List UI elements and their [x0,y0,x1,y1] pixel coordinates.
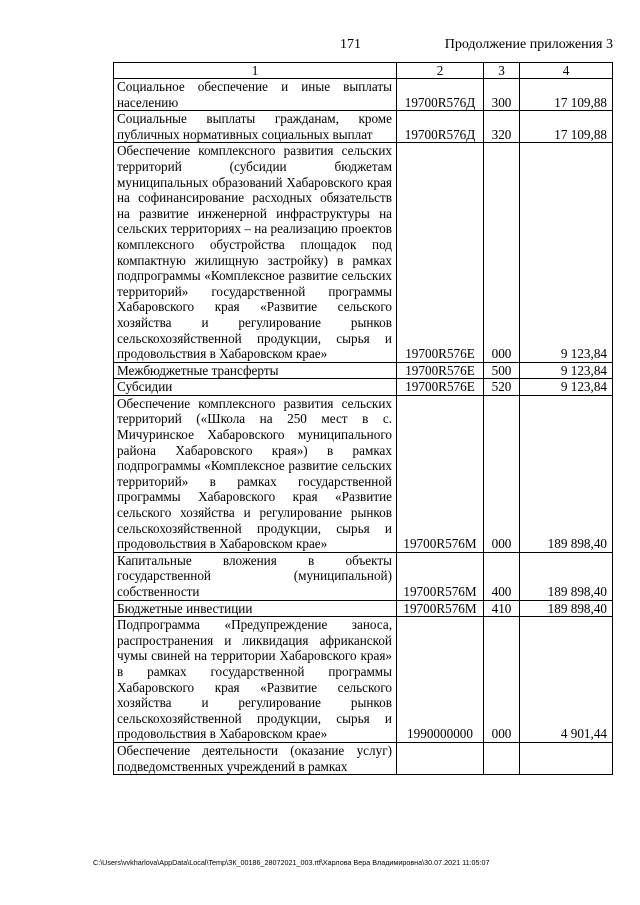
row-code: 19700R576Д [397,111,484,143]
row-type: 320 [484,111,520,143]
row-type: 000 [484,617,520,743]
table-header-row [114,63,613,79]
table-row [114,143,613,362]
row-type: 500 [484,362,520,379]
table-row [114,617,613,743]
continuation-note: Продолжение приложения 3 [444,37,613,52]
row-amount: 189 898,40 [520,552,613,600]
row-amount: 17 109,88 [520,111,613,143]
row-amount: 189 898,40 [520,395,613,552]
footer-file-path: C:\Users\vvkharlova\AppData\Local\Temp\ЗК_00186_28072021_003.rtf\Харлова Вера Владимировна\30.07.2021 11:05:07 [93,858,490,867]
row-type: 410 [484,600,520,617]
row-amount: 9 123,84 [520,143,613,362]
row-code: 19700R576Е [397,143,484,362]
column-header: 4 [520,63,613,79]
row-amount: 189 898,40 [520,600,613,617]
column-header: 2 [397,63,484,79]
row-description: Бюджетные инвестиции [114,600,397,617]
row-code: 19700R576М [397,552,484,600]
row-description: Обеспечение комплексного развития сельских территорий («Школа на 250 мест в с. Мичуринское Хабаровского муниципального района Хабаровского края») в рамках подпрограммы «Комплексное развитие сельских территорий» в рамках государственной программы Хабаровского края «Развитие сельского хозяйства и регулирование рынков сельскохозяйственной продукции, сырья и продовольствия в Хабаровском крае» [114,395,397,552]
row-type: 300 [484,79,520,111]
row-amount [520,742,613,774]
row-description: Обеспечение деятельности (оказание услуг) подведомственных учреждений в рамках [114,742,397,774]
row-amount: 9 123,84 [520,362,613,379]
page-number: 171 [340,37,361,52]
row-description: Субсидии [114,379,397,396]
table-row [114,742,613,774]
row-description: Социальные выплаты гражданам, кроме публичных нормативных социальных выплат [114,111,397,143]
table-row [114,395,613,552]
row-amount: 4 901,44 [520,617,613,743]
column-header: 3 [484,63,520,79]
table-row [114,362,613,379]
row-amount: 17 109,88 [520,79,613,111]
row-type [484,742,520,774]
table-row [114,379,613,396]
row-description: Капитальные вложения в объекты государственной (муниципальной) собственности [114,552,397,600]
row-description: Подпрограмма «Предупреждение заноса, распространения и ликвидация африканской чумы свиней на территории Хабаровского края» в рамках государственной программы Хабаровского края «Развитие сельского хозяйства и регулирование рынков сельскохозяйственной продукции, сырья и продовольствия в Хабаровском крае» [114,617,397,743]
table-row [114,111,613,143]
row-code: 19700R576Д [397,79,484,111]
row-code: 19700R576Е [397,362,484,379]
row-code: 19700R576М [397,600,484,617]
row-type: 400 [484,552,520,600]
row-amount: 9 123,84 [520,379,613,396]
row-type: 000 [484,143,520,362]
row-code: 19700R576Е [397,379,484,396]
budget-table [113,62,613,775]
row-code: 19700R576М [397,395,484,552]
row-code: 1990000000 [397,617,484,743]
table-row [114,552,613,600]
row-description: Межбюджетные трансферты [114,362,397,379]
column-header: 1 [114,63,397,79]
table-row [114,600,613,617]
row-type: 000 [484,395,520,552]
table-row [114,79,613,111]
row-description: Социальное обеспечение и иные выплаты населению [114,79,397,111]
row-description: Обеспечение комплексного развития сельских территорий (субсидии бюджетам муниципальных образований Хабаровского края на софинансирование расходных обязательств на развитие инженерной инфраструктуры на сельских территориях – на реализацию проектов комплексного обустройства площадок под компактную жилищную застройку) в рамках подпрограммы «Комплексное развитие сельских территорий» государственной программы Хабаровского края «Развитие сельского хозяйства и регулирование рынков сельскохозяйственной продукции, сырья и продовольствия в Хабаровском крае» [114,143,397,362]
row-type: 520 [484,379,520,396]
row-code [397,742,484,774]
